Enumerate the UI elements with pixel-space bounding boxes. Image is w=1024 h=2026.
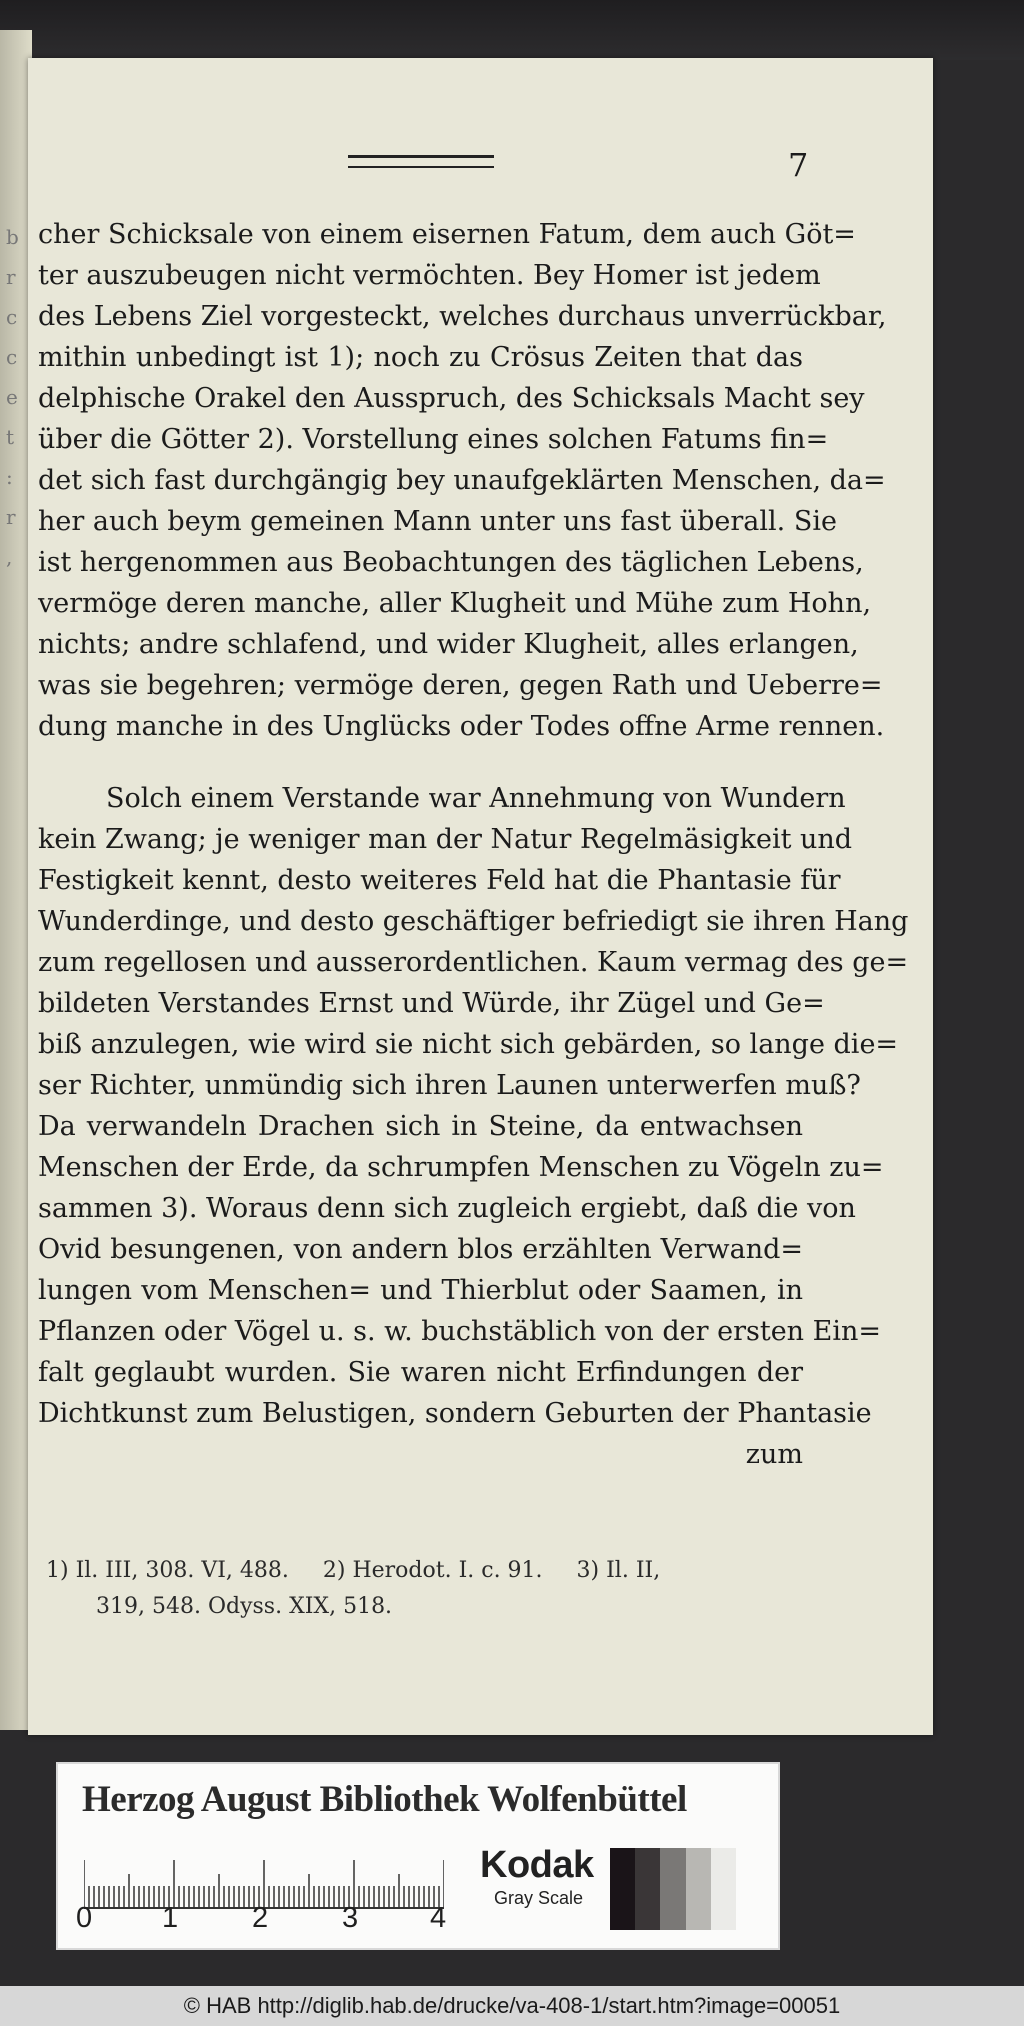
- text-line: kein Zwang; je weniger man der Natur Regelmäsigkeit und: [38, 824, 853, 855]
- footnote-3-continuation: 319, 548. Odyss. XIX, 518.: [96, 1594, 393, 1619]
- text-line: Dichtkunst zum Belustigen, sondern Geburten der Phantasie: [38, 1398, 872, 1429]
- swatch: [635, 1848, 660, 1930]
- text-line: ser Richter, unmündig sich ihren Launen unterwerfen muß?: [38, 1070, 861, 1101]
- text-line: Da verwandeln Drachen sich in Steine, da entwachsen: [38, 1111, 803, 1142]
- text-line: vermöge deren manche, aller Klugheit und Mühe zum Hohn,: [38, 588, 872, 619]
- text-line: Festigkeit kennt, desto weiteres Feld hat die Phantasie für: [38, 865, 841, 896]
- ruler-digit: 1: [162, 1902, 179, 1934]
- text-line: über die Götter 2). Vorstellung eines solchen Fatums fin=: [38, 424, 829, 455]
- ruler-icon: [84, 1850, 444, 1910]
- scanner-background: [0, 0, 1024, 60]
- paragraph-1: [38, 214, 887, 747]
- text-line: des Lebens Ziel vorgesteckt, welches durchaus unverrückbar,: [38, 301, 887, 332]
- text-line: delphische Orakel den Ausspruch, des Schicksals Macht sey: [38, 383, 865, 414]
- text-line: ter auszubeugen nicht vermöchten. Bey Homer ist jedem: [38, 260, 821, 291]
- page-number: 7: [788, 146, 809, 184]
- footnote-3: 3) Il. II,: [576, 1558, 661, 1583]
- ruler-digit: 3: [342, 1902, 359, 1934]
- footnote-line: [46, 1553, 816, 1589]
- copyright-credit: © HAB http://diglib.hab.de/drucke/va-408-1/start.htm?image=00051: [183, 1993, 841, 2018]
- text-line: zum regellosen und ausserordentlichen. Kaum vermag des ge=: [38, 947, 909, 978]
- footnotes: [46, 1553, 816, 1625]
- paragraph-2: [38, 778, 909, 1475]
- text-line: bildeten Verstandes Ernst und Würde, ihr Zügel und Ge=: [38, 988, 825, 1019]
- gray-scale-label: Gray Scale: [494, 1888, 584, 1908]
- footer-bar: [0, 1986, 1024, 2026]
- adjacent-page-edge: b r c c e t : r ,: [0, 30, 32, 1730]
- text-line: her auch beym gemeinen Mann unter uns fast überall. Sie: [38, 506, 837, 537]
- text-line: falt geglaubt wurden. Sie waren nicht Erfindungen der: [38, 1357, 803, 1388]
- footnote-2: 2) Herodot. I. c. 91.: [322, 1558, 543, 1583]
- text-line: Solch einem Verstande war Annehmung von Wundern: [106, 783, 846, 814]
- text-line: ist hergenommen aus Beobachtungen des täglichen Lebens,: [38, 547, 864, 578]
- ruler-digit: 0: [76, 1902, 93, 1934]
- text-line: mithin unbedingt ist 1); noch zu Crösus Zeiten that das: [38, 342, 803, 373]
- text-line: Wunderdinge, und desto geschäftiger befriedigt sie ihren Hang: [38, 906, 909, 937]
- text-line: Pflanzen oder Vögel u. s. w. buchstäblich von der ersten Ein=: [38, 1316, 882, 1347]
- color-calibration-card: [56, 1762, 780, 1950]
- library-title: Herzog August Bibliothek Wolfenbüttel: [82, 1779, 687, 1820]
- text-line: biß anzulegen, wie wird sie nicht sich gebärden, so lange die=: [38, 1029, 899, 1060]
- swatch: [711, 1848, 736, 1930]
- text-line: lungen vom Menschen= und Thierblut oder Saamen, in: [38, 1275, 803, 1306]
- swatch: [660, 1848, 685, 1930]
- text-line: dung manche in des Unglücks oder Todes offne Arme rennen.: [38, 711, 885, 742]
- text-line: sammen 3). Woraus denn sich zugleich ergiebt, daß die von: [38, 1193, 856, 1224]
- text-line: cher Schicksale von einem eisernen Fatum, dem auch Göt=: [38, 219, 856, 250]
- text-line: Menschen der Erde, da schrumpfen Menschen zu Vögeln zu=: [38, 1152, 884, 1183]
- text-line: det sich fast durchgängig bey unaufgeklärten Menschen, da=: [38, 465, 886, 496]
- ruler-digit: 2: [252, 1902, 269, 1934]
- catchword: zum: [745, 1439, 803, 1470]
- book-page: [28, 58, 933, 1735]
- header-rule: [348, 155, 494, 168]
- gray-scale-swatches: [610, 1848, 736, 1930]
- ruler-digit: 4: [430, 1902, 447, 1934]
- footnote-1: 1) Il. III, 308. VI, 488.: [46, 1558, 289, 1583]
- kodak-logo: Kodak: [480, 1844, 594, 1886]
- text-line: nichts; andre schlafend, und wider Klugheit, alles erlangen,: [38, 629, 859, 660]
- text-line: was sie begehren; vermöge deren, gegen Rath und Ueberre=: [38, 670, 883, 701]
- swatch: [686, 1848, 711, 1930]
- text-line: Ovid besungenen, von andern blos erzählten Verwand=: [38, 1234, 803, 1265]
- swatch: [610, 1848, 635, 1930]
